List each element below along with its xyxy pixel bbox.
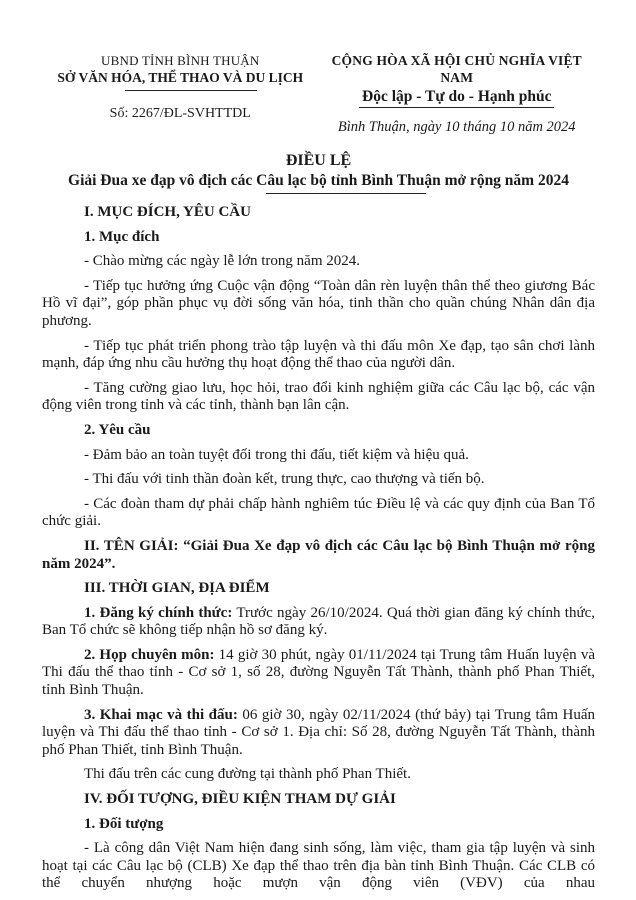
agency-parent-name: UBND TỈNH BÌNH THUẬN: [101, 53, 260, 68]
section-heading: III. THỜI GIAN, ĐỊA ĐIỂM: [84, 580, 270, 597]
issuing-agency-block: [42, 52, 319, 137]
paragraph: - Chào mừng các ngày lễ lớn trong năm 2024.: [84, 253, 360, 270]
document-number: Số: 2267/ĐL-SVHTTDL: [109, 106, 251, 121]
paragraph: 1. Đăng ký chính thức: Trước ngày 26/10/2024. Quá thời gian đăng ký chính thức, Ban Tổ chức sẽ không tiếp nhận hồ sơ đăng ký.: [42, 604, 595, 639]
document-body: [42, 204, 595, 893]
agency-underline: [125, 90, 257, 91]
national-motto-wrap: [319, 87, 596, 108]
section-heading: II. TÊN GIẢI: “Giải Đua Xe đạp vô địch các Câu lạc bộ Bình Thuận mở rộng năm 2024”.: [42, 537, 595, 572]
section-heading: I. MỤC ĐÍCH, YÊU CẦU: [84, 204, 251, 220]
paragraph: - Là công dân Việt Nam hiện đang sinh sống, làm việc, tham gia tập luyện và sinh hoạt tại các Câu lạc bộ (CLB) Xe đạp thể thao trên địa bàn tỉnh Bình Thuận. Các CLB có thể chuyển nhượng hoặc mượn vận động viên (VĐV) của nhau: [42, 840, 595, 892]
national-motto: Độc lập - Tự do - Hạnh phúc: [359, 87, 554, 108]
place-date-line: Bình Thuận, ngày 10 tháng 10 năm 2024: [337, 119, 576, 135]
paragraph: - Tiếp tục phát triển phong trào tập luyện và thi đấu môn Xe đạp, tạo sân chơi lành mạnh, đáp ứng nhu cầu hưởng thụ hoạt động thể thao của người dân.: [42, 337, 595, 372]
paragraph: - Thi đấu với tinh thần đoàn kết, trung thực, cao thượng và tiến bộ.: [84, 471, 485, 488]
sub-heading: 1. Đối tượng: [84, 815, 164, 832]
paragraph: Thi đấu trên các cung đường tại thành phố Phan Thiết.: [84, 766, 411, 783]
document-title-block: [42, 151, 595, 194]
paragraph: - Tăng cường giao lưu, học hỏi, trao đổi kinh nghiệm giữa các Câu lạc bộ, các vận động viên trong tỉnh và các tỉnh, thành bạn lân cận.: [42, 379, 595, 414]
sub-heading: 2. Yêu cầu: [84, 421, 151, 438]
paragraph: - Tiếp tục hưởng ứng Cuộc vận động “Toàn dân rèn luyện thân thể theo giương Bác Hồ vĩ đại”, góp phần phục vụ đời sống văn hóa, tinh thần cho quần chúng Nhân dân địa phương.: [42, 277, 595, 329]
paragraph-lead-label: 1. Đăng ký chính thức:: [84, 604, 233, 621]
national-title: CỘNG HÒA XÃ HỘI CHỦ NGHĨA VIỆT NAM: [331, 53, 582, 85]
document-type-title: ĐIỀU LỆ: [285, 152, 352, 169]
section-heading: IV. ĐỐI TƯỢNG, ĐIỀU KIỆN THAM DỰ GIẢI: [84, 791, 396, 808]
title-divider: [266, 193, 426, 194]
paragraph-lead-label: 2. Họp chuyên môn:: [84, 646, 215, 663]
document-subject-title: Giải Đua xe đạp vô địch các Câu lạc bộ tỉnh Bình Thuận mở rộng năm 2024: [68, 172, 569, 189]
document-header: [42, 52, 595, 137]
paragraph: - Các đoàn tham dự phải chấp hành nghiêm túc Điều lệ và các quy định của Ban Tổ chức giải.: [42, 495, 595, 530]
paragraph: - Đảm bảo an toàn tuyệt đối trong thi đấu, tiết kiệm và hiệu quả.: [84, 446, 469, 463]
paragraph: 3. Khai mạc và thi đấu: 06 giờ 30, ngày 02/11/2024 (thứ bảy) tại Trung tâm Huấn luyện và Thi đấu thể thao tỉnh - Cơ sở 1. Địa chỉ: Số 28, đường Nguyễn Tất Thành, thành phố Phan Thiết, tỉnh Bình Thuận.: [42, 706, 596, 758]
paragraph-lead-label: 3. Khai mạc và thi đấu:: [84, 706, 238, 723]
national-header-block: [319, 52, 596, 137]
agency-name: SỞ VĂN HÓA, THỂ THAO VÀ DU LỊCH: [57, 70, 304, 85]
sub-heading: 1. Mục đích: [84, 228, 160, 245]
paragraph: 2. Họp chuyên môn: 14 giờ 30 phút, ngày 01/11/2024 tại Trung tâm Huấn luyện và Thi đấu thể thao tỉnh - Cơ sở 1, số 28, đường Nguyễn Tất Thành, thành phố Phan Thiết, tỉnh Bình Thuận.: [42, 646, 595, 699]
